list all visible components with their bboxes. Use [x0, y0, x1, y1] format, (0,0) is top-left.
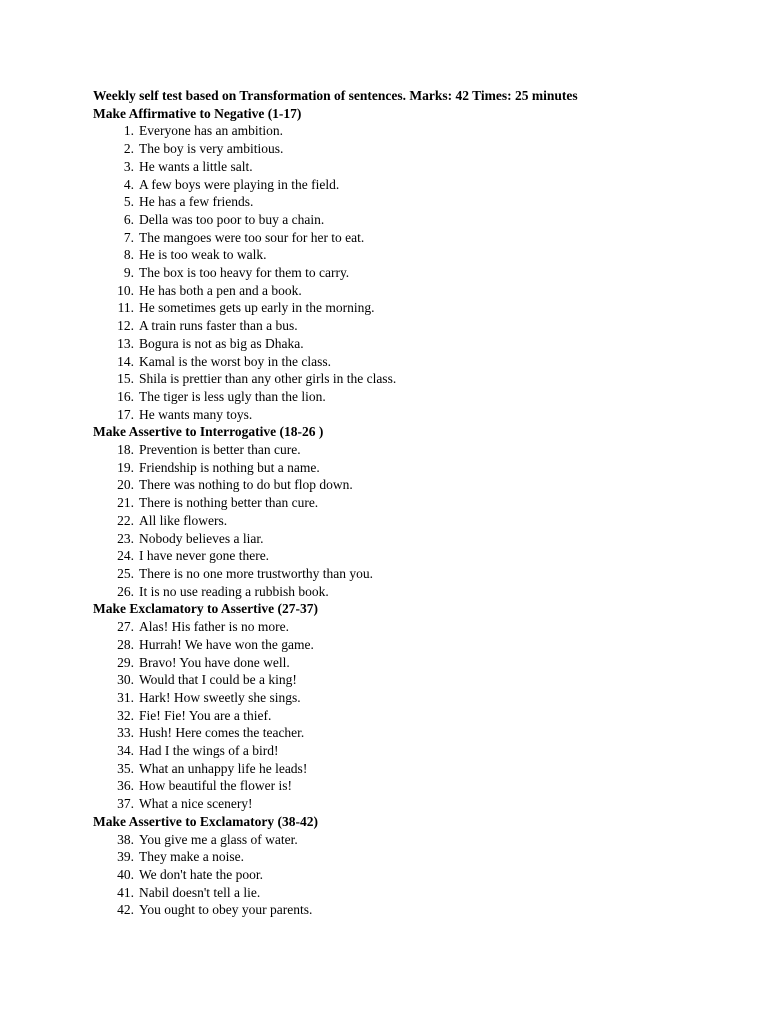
item-number: 31. [117, 689, 134, 705]
item-sentence: He wants a little salt. [139, 158, 253, 174]
item-sentence: Alas! His father is no more. [139, 619, 289, 635]
list-item [93, 406, 768, 424]
item-number: 37. [117, 796, 134, 812]
list-item [93, 211, 768, 229]
list-item [93, 335, 768, 353]
list-item [93, 494, 768, 512]
item-number: 33. [117, 725, 134, 741]
sections-container [93, 105, 768, 919]
item-number: 29. [117, 654, 134, 670]
section-heading: Make Exclamatory to Assertive (27-37) [93, 601, 318, 617]
item-number: 34. [117, 743, 134, 759]
list-item [93, 441, 768, 459]
item-sentence: How beautiful the flower is! [139, 778, 292, 794]
item-number: 16. [117, 388, 134, 404]
item-sentence: You give me a glass of water. [139, 831, 298, 847]
list-item [93, 388, 768, 406]
item-number: 7. [123, 229, 134, 245]
list-item [93, 724, 768, 742]
item-sentence: I have never gone there. [139, 548, 270, 564]
list-item [93, 459, 768, 477]
item-number: 39. [117, 849, 134, 865]
item-sentence: Fie! Fie! You are a thief. [139, 707, 272, 723]
item-number: 35. [117, 760, 134, 776]
item-sentence: Shila is prettier than any other girls in the class. [139, 371, 397, 387]
item-sentence: The tiger is less ugly than the lion. [139, 388, 326, 404]
item-sentence: It is no use reading a rubbish book. [139, 583, 329, 599]
list-item [93, 370, 768, 388]
list-item [93, 618, 768, 636]
list-item [93, 229, 768, 247]
list-item [93, 742, 768, 760]
list-item [93, 176, 768, 194]
item-sentence: He sometimes gets up early in the morning. [139, 300, 375, 316]
item-sentence: Bravo! You have done well. [139, 654, 290, 670]
item-number: 28. [117, 636, 134, 652]
list-item [93, 282, 768, 300]
item-number: 24. [117, 548, 134, 564]
list-item [93, 636, 768, 654]
item-number: 23. [117, 530, 134, 546]
item-sentence: A few boys were playing in the field. [139, 176, 340, 192]
item-sentence: There was nothing to do but flop down. [139, 477, 353, 493]
list-item [93, 158, 768, 176]
item-sentence: Della was too poor to buy a chain. [139, 211, 325, 227]
item-number: 9. [123, 265, 134, 281]
list-item [93, 795, 768, 813]
item-sentence: The boy is very ambitious. [139, 141, 284, 157]
item-sentence: Nabil doesn't tell a lie. [139, 884, 261, 900]
section-heading: Make Affirmative to Negative (1-17) [93, 105, 302, 121]
list-item [93, 317, 768, 335]
item-sentence: There is nothing better than cure. [139, 495, 319, 511]
item-number: 30. [117, 672, 134, 688]
list-item [93, 565, 768, 583]
item-number: 5. [123, 194, 134, 210]
list-item [93, 476, 768, 494]
item-sentence: Everyone has an ambition. [139, 123, 283, 139]
list-item [93, 583, 768, 601]
item-sentence: He has a few friends. [139, 194, 254, 210]
item-number: 6. [123, 211, 134, 227]
item-sentence: Bogura is not as big as Dhaka. [139, 335, 304, 351]
item-sentence: Friendship is nothing but a name. [139, 459, 320, 475]
item-sentence: Kamal is the worst boy in the class. [139, 353, 331, 369]
item-number: 8. [123, 247, 134, 263]
item-sentence: Nobody believes a liar. [139, 530, 264, 546]
item-sentence: What an unhappy life he leads! [139, 760, 308, 776]
item-sentence: All like flowers. [139, 512, 228, 528]
list-item [93, 866, 768, 884]
list-item [93, 707, 768, 725]
item-number: 18. [117, 442, 134, 458]
item-number: 14. [117, 353, 134, 369]
list-item [93, 671, 768, 689]
item-sentence: There is no one more trustworthy than you. [139, 565, 373, 581]
item-number: 36. [117, 778, 134, 794]
item-number: 19. [117, 459, 134, 475]
item-number: 2. [123, 141, 134, 157]
list-item [93, 193, 768, 211]
item-number: 21. [117, 495, 134, 511]
list-item [93, 689, 768, 707]
list-item [93, 777, 768, 795]
list-item [93, 140, 768, 158]
item-number: 1. [123, 123, 134, 139]
list-item [93, 264, 768, 282]
list-item [93, 122, 768, 140]
list-item [93, 547, 768, 565]
item-sentence: What a nice scenery! [139, 796, 253, 812]
list-item [93, 530, 768, 548]
list-item [93, 246, 768, 264]
list-item [93, 884, 768, 902]
item-sentence: They make a noise. [139, 849, 244, 865]
item-number: 10. [117, 282, 134, 298]
item-sentence: He is too weak to walk. [139, 247, 267, 263]
item-number: 26. [117, 583, 134, 599]
item-sentence: You ought to obey your parents. [139, 902, 313, 918]
item-sentence: We don't hate the poor. [139, 866, 263, 882]
list-item [93, 299, 768, 317]
item-number: 20. [117, 477, 134, 493]
item-number: 4. [123, 176, 134, 192]
item-sentence: Hurrah! We have won the game. [139, 636, 314, 652]
list-item [93, 901, 768, 919]
list-item [93, 831, 768, 849]
section-heading: Make Assertive to Exclamatory (38-42) [93, 813, 318, 829]
item-number: 11. [117, 300, 134, 316]
item-number: 32. [117, 707, 134, 723]
item-number: 40. [117, 866, 134, 882]
item-sentence: Had I the wings of a bird! [139, 743, 279, 759]
item-sentence: He wants many toys. [139, 406, 253, 422]
item-number: 42. [117, 902, 134, 918]
item-sentence: A train runs faster than a bus. [139, 318, 298, 334]
item-number: 25. [117, 565, 134, 581]
item-sentence: He has both a pen and a book. [139, 282, 302, 298]
section-heading: Make Assertive to Interrogative (18-26 ) [93, 424, 324, 440]
list-item [93, 512, 768, 530]
item-sentence: Prevention is better than cure. [139, 442, 301, 458]
list-item [93, 654, 768, 672]
item-number: 27. [117, 619, 134, 635]
item-sentence: The mangoes were too sour for her to eat. [139, 229, 365, 245]
list-item [93, 760, 768, 778]
list-item [93, 353, 768, 371]
item-sentence: The box is too heavy for them to carry. [139, 265, 350, 281]
item-number: 12. [117, 318, 134, 334]
item-number: 3. [123, 158, 134, 174]
item-number: 38. [117, 831, 134, 847]
item-number: 41. [117, 884, 134, 900]
item-sentence: Would that I could be a king! [139, 672, 297, 688]
list-item [93, 848, 768, 866]
item-number: 13. [117, 335, 134, 351]
item-number: 22. [117, 512, 134, 528]
item-number: 15. [117, 371, 134, 387]
item-sentence: Hark! How sweetly she sings. [139, 689, 301, 705]
document-title: Weekly self test based on Transformation of sentences. Marks: 42 Times: 25 minutes [93, 88, 578, 103]
item-sentence: Hush! Here comes the teacher. [139, 725, 305, 741]
item-number: 17. [117, 406, 134, 422]
